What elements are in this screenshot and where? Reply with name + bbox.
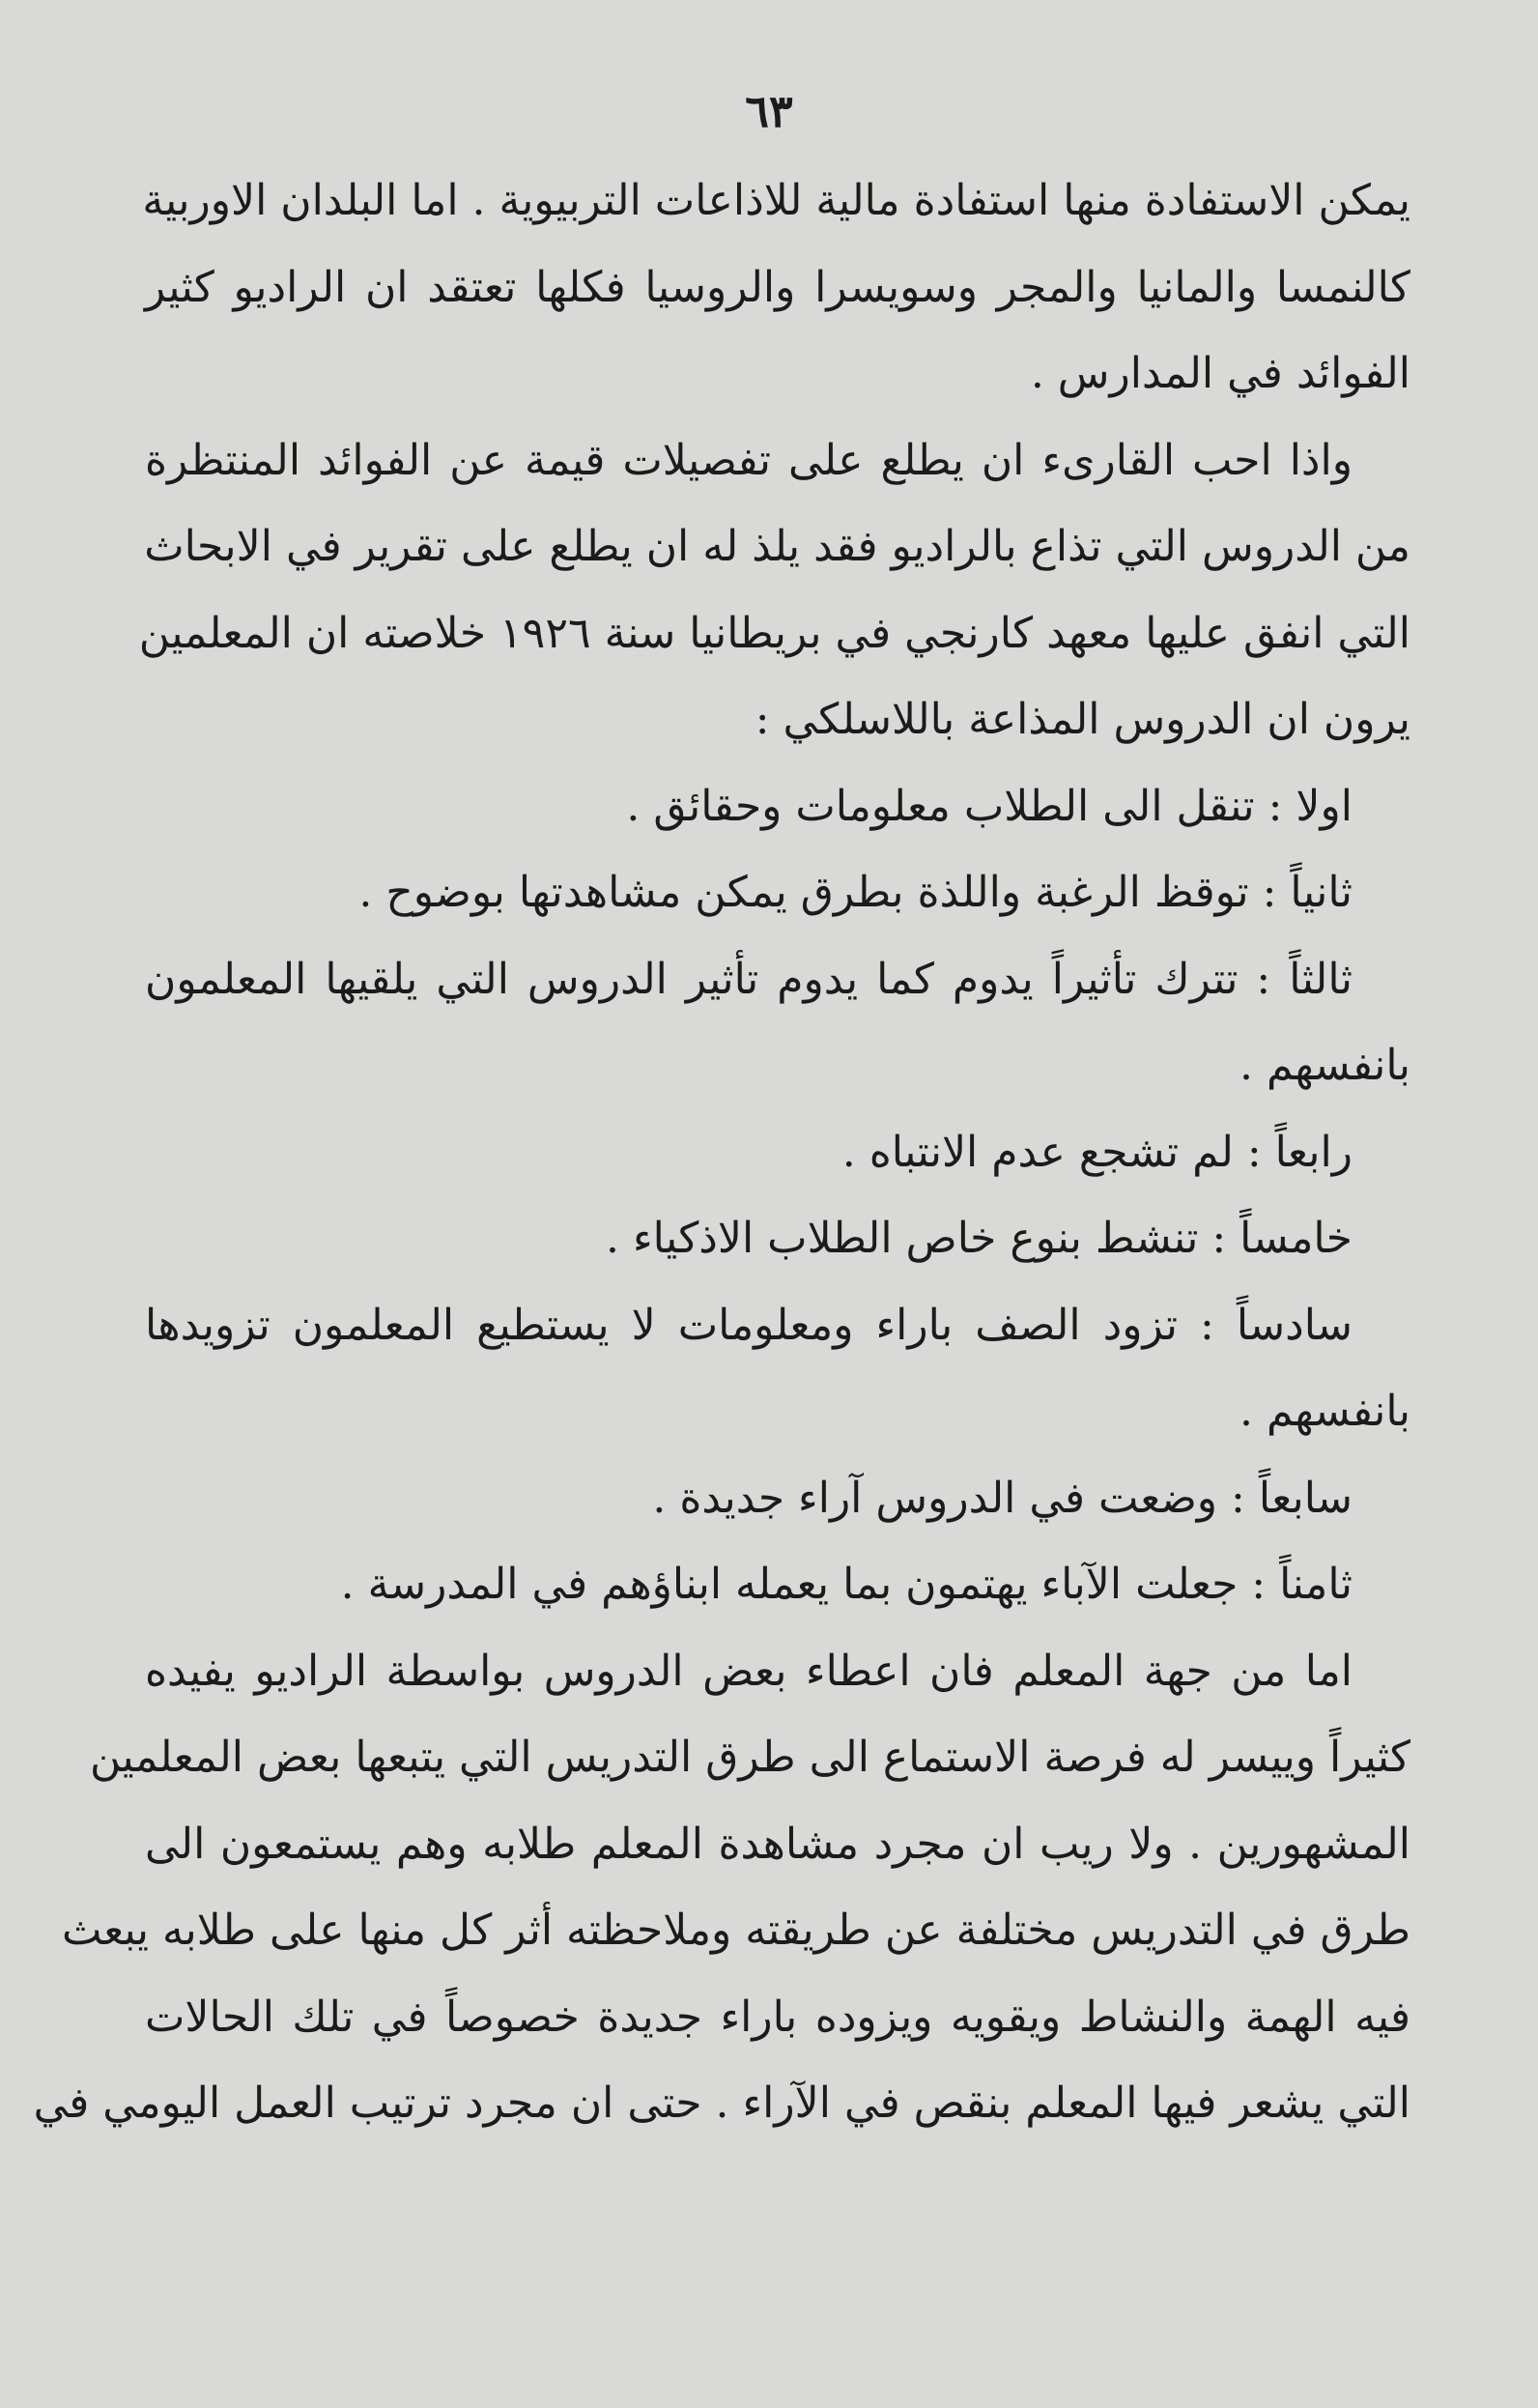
text-line: واذا احب القارىء ان يطلع على تفصيلات قيمة عن الفوائد المنتظرة [145,435,1353,485]
text-line: التي يشعر فيها المعلم بنقص في الآراء . حتى ان مجرد ترتيب العمل اليومي في [33,2078,1410,2128]
text-line: سادساً : تزود الصف باراء ومعلومات لا يستطيع المعلمون تزويدها [145,1300,1353,1350]
text-line: التي انفق عليها معهد كارنجي في بريطانيا سنة ١٩٢٦ خلاصته ان المعلمين [138,608,1410,658]
text-line: كالنمسا والمانيا والمجر وسويسرا والروسيا فكلها تعتقد ان الراديو كثير [145,262,1410,312]
text-line: المشهورين . ولا ريب ان مجرد مشاهدة المعلم طلابه وهم يستمعون الى [145,1819,1410,1869]
text-line: سابعاً : وضعت في الدروس آراء جديدة . [652,1473,1353,1523]
text-line: رابعاً : لم تشجع عدم الانتباه . [841,1127,1353,1177]
text-line: اولا : تنقل الى الطلاب معلومات وحقائق . [626,781,1353,831]
text-line: الفوائد في المدارس . [1030,349,1410,398]
page-number: ٦٣ [745,85,793,137]
text-line: بانفسهم . [1239,1041,1410,1090]
text-line: خامساً : تنشط بنوع خاص الطلاب الاذكياء . [605,1214,1353,1263]
text-line: اما من جهة المعلم فان اعطاء بعض الدروس بواسطة الراديو يفيده [145,1646,1353,1696]
text-line: بانفسهم . [1239,1387,1410,1436]
text-line: فيه الهمة والنشاط ويقويه ويزوده باراء جديدة خصوصاً في تلك الحالات [145,1992,1410,2042]
text-line: طرق في التدريس مختلفة عن طريقته وملاحظته أثر كل منها على طلابه يبعث [62,1906,1410,1955]
text-line: يمكن الاستفادة منها استفادة مالية للاذاعات التربيوية . اما البلدان الاوربية [142,176,1410,225]
text-line: كثيراً وييسر له فرصة الاستماع الى طرق التدريس التي يتبعها بعض المعلمين [89,1733,1410,1782]
text-line: من الدروس التي تذاع بالراديو فقد يلذ له ان يطلع على تقرير في الابحاث [144,522,1410,571]
text-line: ثامناً : جعلت الآباء يهتمون بما يعمله ابناؤهم في المدرسة . [340,1560,1353,1609]
text-line: يرون ان الدروس المذاعة باللاسلكي : [755,695,1410,744]
text-line: ثانياً : توقظ الرغبة واللذة بطرق يمكن مشاهدتها بوضوح . [358,868,1353,917]
text-line: ثالثاً : تترك تأثيراً يدوم كما يدوم تأثير الدروس التي يلقيها المعلمون [145,954,1353,1004]
